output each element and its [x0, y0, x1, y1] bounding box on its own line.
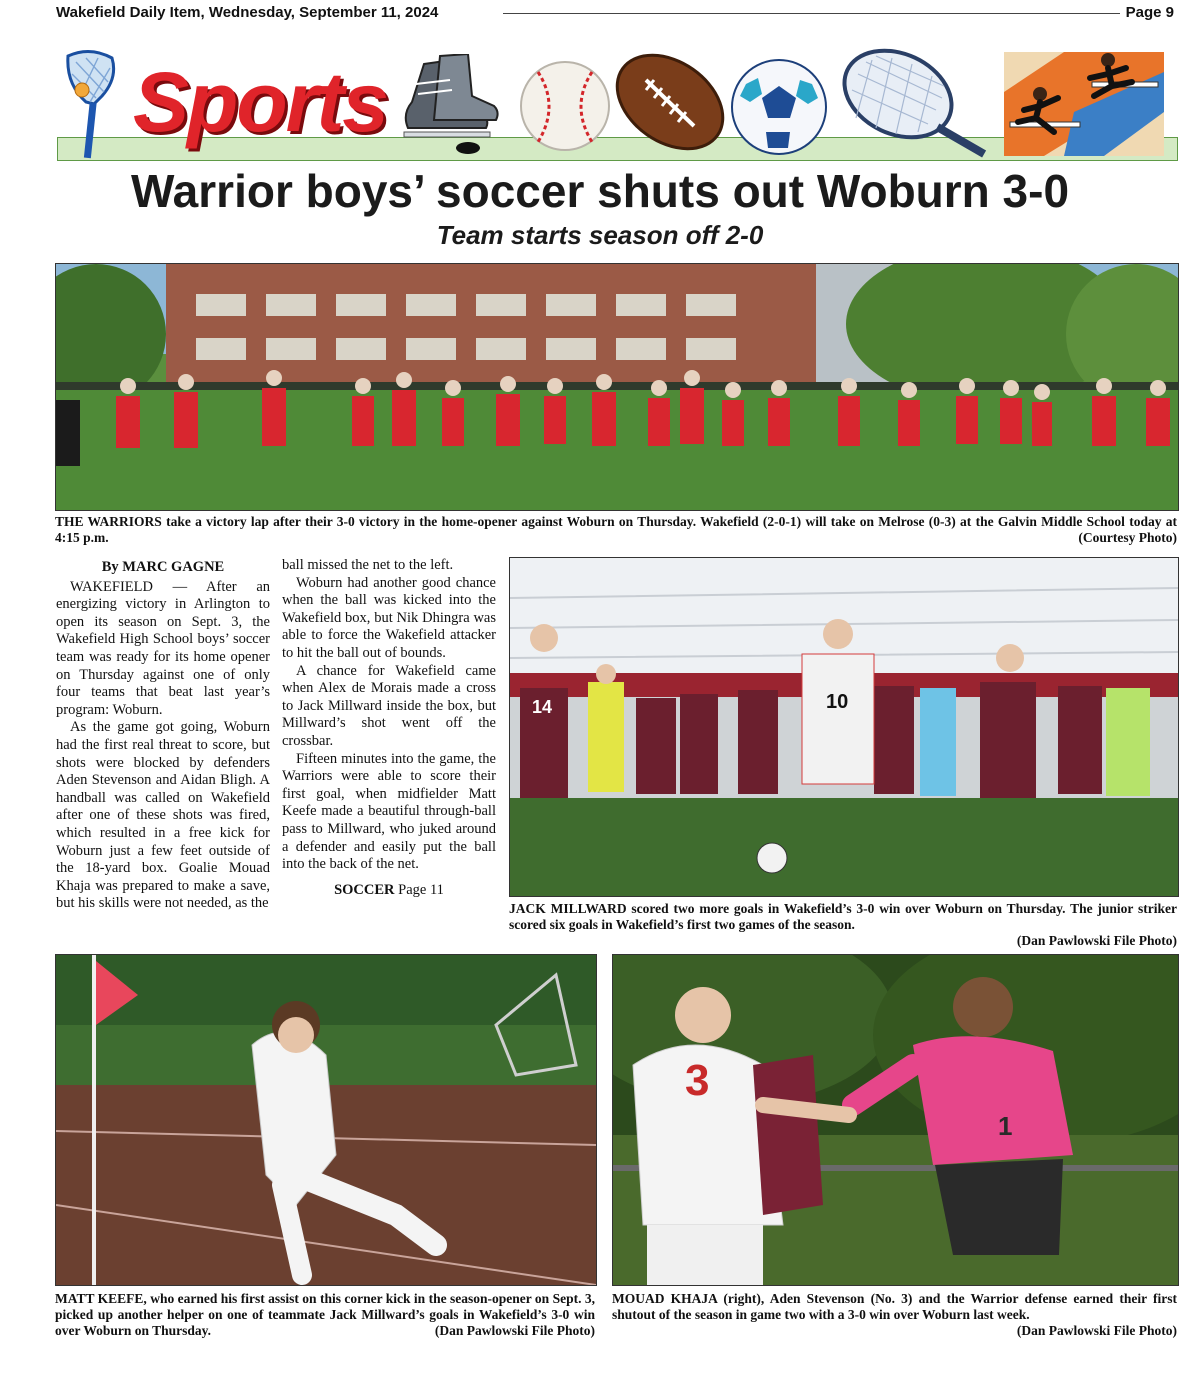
hockey-skates-icon — [394, 54, 504, 158]
byline: By MARC GAGNE — [101, 559, 225, 575]
headline: Warrior boys’ soccer shuts out Woburn 3-0 — [130, 165, 1070, 217]
jump-line[interactable] — [282, 882, 496, 900]
millward-action-photo — [509, 557, 1179, 897]
folio-rule — [503, 13, 1120, 14]
jersey-number: 14 — [532, 697, 553, 717]
top-photo-caption — [55, 514, 1177, 546]
baseball-icon — [518, 54, 612, 154]
jump-label: SOCCER — [334, 881, 395, 898]
track-hurdler-icon — [1004, 52, 1164, 156]
caption-text: JACK MILLWARD scored two more goals in Wakefield’s 3-0 win over Woburn on Thursday. The junior striker scored six goals in Wakefield’s first two games of the season. — [509, 901, 1177, 932]
jersey-number: 1 — [998, 1111, 1013, 1141]
article-paragraph: ball missed the net to the left. — [282, 557, 454, 573]
photo-credit: (Dan Pawlowski File Photo) — [434, 1323, 595, 1338]
tennis-racket-icon — [836, 48, 996, 160]
millward-photo-caption — [509, 901, 1177, 949]
article-paragraph: As the game got going, Woburn had the first real threat to score, but shots were blocked by defenders Aden Stevenson and Aidan Bligh. A handball was called on Wakefield after one of these shots was fired, which resulted in a free kick for Woburn just a few feet outside of the 18-yard box. Goalie Mouad Khaja was prepared to make a save, but his skills were not needed, as the — [56, 719, 270, 912]
caption-text: MATT KEEFE, who earned his first assist on this corner kick in the season-opener on Sept. 3, picked up another helper on one of teammate Jack Millward’s goals in Wakefield’s 3-0 win over Woburn on Thursday. — [55, 1291, 595, 1338]
khaja-photo-caption — [612, 1291, 1177, 1339]
photo-credit: (Dan Pawlowski File Photo) — [1016, 1323, 1177, 1338]
keefe-photo-caption — [55, 1291, 595, 1339]
keefe-corner-kick-photo — [55, 954, 597, 1286]
sports-section-title: Sports — [133, 55, 388, 149]
article-paragraph: Woburn had another good chance when the ball was kicked into the Wakefield box, but Nik Dhingra was able to force the Wakefield attacker to hit the ball out of bounds. — [282, 574, 496, 661]
khaja-handshake-photo — [612, 954, 1179, 1286]
article-paragraph: Fifteen minutes into the game, the Warriors were able to score their first goal, when midfielder Matt Keefe made a beautiful through-ball pass to Millward, who juked around a defender and easily put the ball into the back of the net. — [282, 750, 496, 873]
victory-lap-photo — [55, 263, 1179, 511]
football-icon — [608, 46, 732, 158]
article-column-1 — [56, 559, 270, 913]
page-number: Page 9 — [1125, 4, 1174, 21]
lacrosse-stick-icon — [58, 48, 122, 160]
article-paragraph: WAKEFIELD — After an energizing victory in Arlington to open its season on Sept. 3, the Wakefield High School boys’ soccer team was ready for its home opener on Thursday against one of only four teams that beat last year’s program: Woburn. — [56, 578, 270, 718]
soccer-ball-icon — [726, 56, 832, 158]
caption-text: THE WARRIORS take a victory lap after their 3-0 victory in the home-opener against Woburn on Thursday. Wakefield (2-0-1) will take on Melrose (0-3) at the Galvin Middle School today at 4:15 p.m. — [55, 514, 1177, 545]
jersey-number: 10 — [826, 691, 849, 713]
article-column-2 — [282, 557, 496, 899]
jersey-number: 3 — [685, 1056, 710, 1105]
subheadline: Team starts season off 2-0 — [436, 220, 764, 250]
jump-page: Page 11 — [398, 881, 444, 898]
newspaper-dateline: Wakefield Daily Item, Wednesday, September 11, 2024 — [56, 4, 439, 21]
caption-text: MOUAD KHAJA (right), Aden Stevenson (No. 3) and the Warrior defense earned their first shutout of the season in game two with a 3-0 win over Woburn last week. — [612, 1291, 1177, 1322]
photo-credit: (Courtesy Photo) — [1078, 530, 1177, 545]
photo-credit: (Dan Pawlowski File Photo) — [1016, 933, 1177, 948]
article-paragraph: A chance for Wakefield came when Alex de Morais made a cross to Jack Millward inside the box, but Millward’s shot went off the crossbar. — [282, 662, 496, 749]
